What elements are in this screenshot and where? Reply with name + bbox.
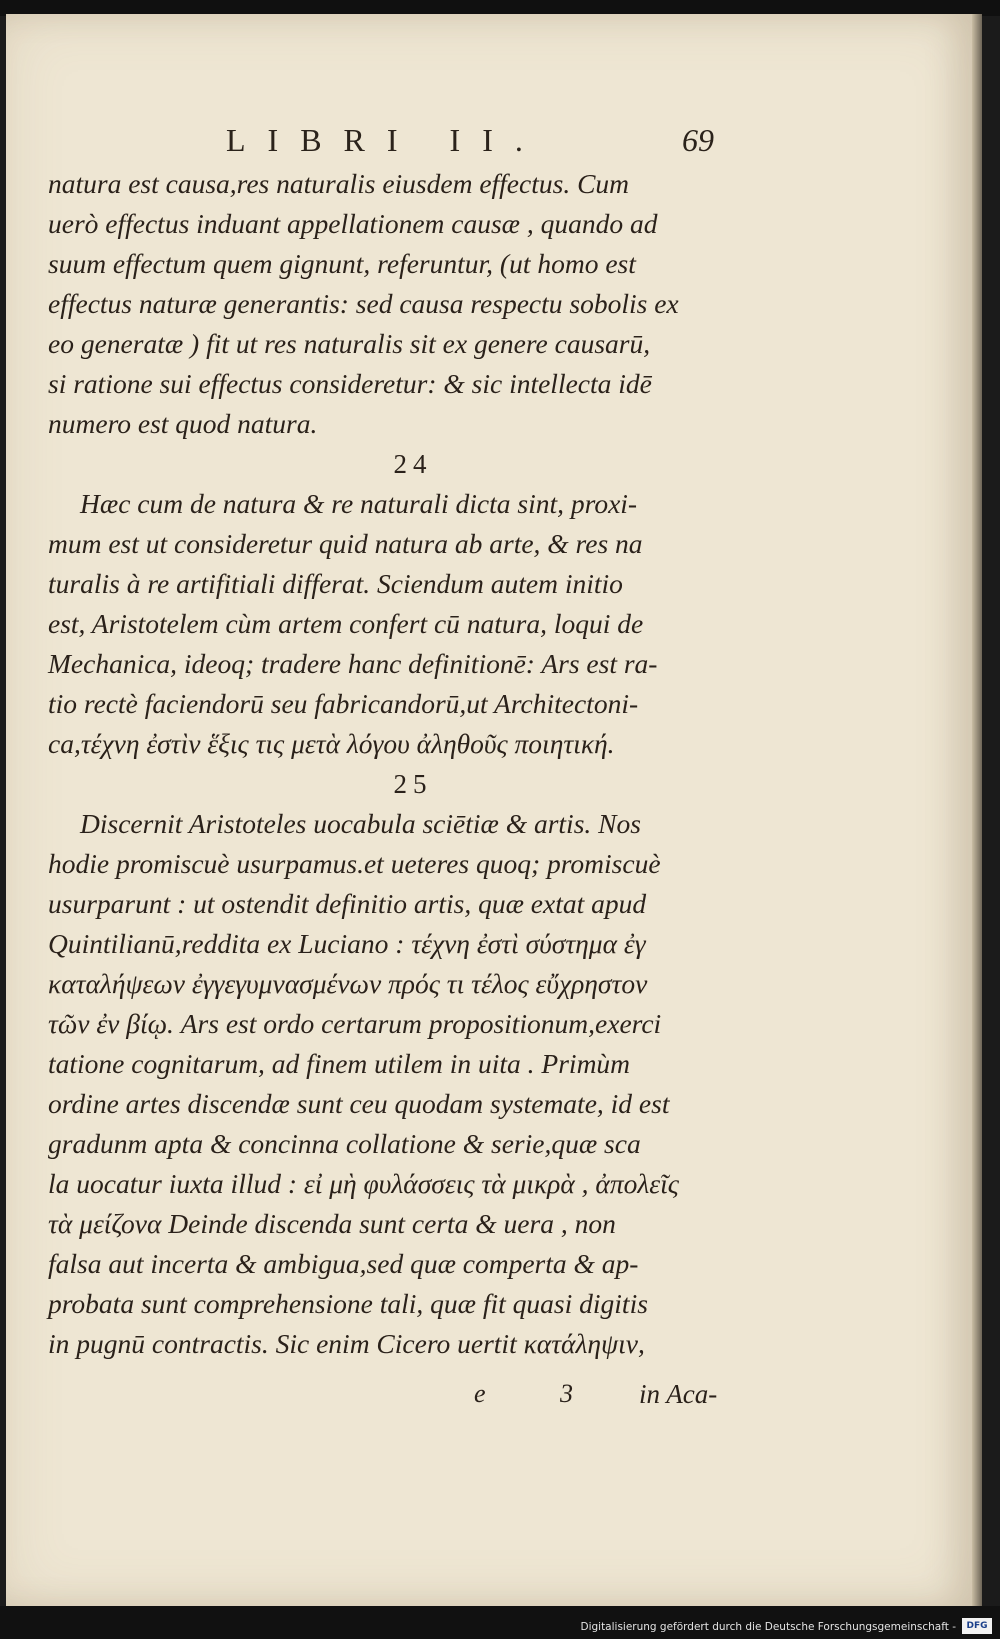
text-line: gradunm apta & concinna collatione & serie,quæ sca <box>48 1128 641 1159</box>
text-line: numero est quod natura. <box>48 408 318 439</box>
text-line: hodie promiscuè usurpamus.et ueteres quoq; promiscuè <box>48 848 661 879</box>
book-page <box>6 14 972 1606</box>
catchword: in Aca- <box>639 1379 718 1409</box>
text-line: in pugnū contractis. Sic enim Cicero uertit κατάληψιν, <box>48 1328 645 1359</box>
digitization-credit: Digitalisierung gefördert durch die Deutsche Forschungsgemeinschaft - <box>580 1621 956 1633</box>
text-line: tio rectè faciendorū seu fabricandorū,ut Architectoni- <box>48 688 639 719</box>
text-line: eo generatæ ) fit ut res naturalis sit ex genere causarū, <box>48 328 651 359</box>
page-number: 69 <box>682 122 714 158</box>
text-line: probata sunt comprehensione tali, quæ fit quasi digitis <box>48 1288 648 1319</box>
text-line: natura est causa,res naturalis eiusdem effectus. Cum <box>48 168 630 199</box>
text-line: Mechanica, ideoq; tradere hanc definitionē: Ars est ra- <box>48 648 658 679</box>
text-line: falsa aut incerta & ambigua,sed quæ comperta & ap- <box>48 1248 639 1279</box>
text-line: si ratione sui effectus consideretur: & sic intellecta idē <box>48 368 652 399</box>
text-line: tatione cognitarum, ad finem utilem in uita . Primùm <box>48 1048 631 1079</box>
text-line: usurparunt : ut ostendit definitio artis, quæ extat apud <box>48 888 647 919</box>
signature-line <box>6 1379 746 1419</box>
text-line: καταλήψεων ἐγγεγυμνασμένων πρός τι τέλος εὔχρηστον <box>48 968 648 999</box>
signature-mark: e 3 <box>474 1379 608 1408</box>
text-line: ca,τέχνη ἐστὶν ἕξις τις μετὰ λόγου ἀληθοῦς ποιητική. <box>48 728 615 759</box>
text-line: effectus naturæ generantis: sed causa respectu sobolis ex <box>48 288 679 319</box>
section-number: 24 <box>393 449 433 479</box>
text-line: Hæc cum de natura & re naturali dicta sint, proxi- <box>80 488 638 519</box>
text-line: uerò effectus induant appellationem causæ , quando ad <box>48 208 658 239</box>
text-line: τῶν ἐν βίῳ. Ars est ordo certarum propositionum,exerci <box>48 1008 662 1039</box>
section-number: 25 <box>393 769 433 799</box>
text-line: Quintilianū,reddita ex Luciano : τέχνη ἐστὶ σύστημα ἐγ <box>48 928 646 959</box>
text-line: τὰ μείζονα Deinde discenda sunt certa & uera , non <box>48 1208 616 1239</box>
page-edge <box>972 14 982 1606</box>
running-title: LIBRI II. <box>226 122 545 158</box>
text-line: ordine artes discendæ sunt ceu quodam systemate, id est <box>48 1088 670 1119</box>
dfg-logo: DFG <box>962 1618 992 1634</box>
text-block <box>48 164 738 1364</box>
text-line: est, Aristotelem cùm artem confert cū natura, loqui de <box>48 608 644 639</box>
text-line: suum effectum quem gignunt, referuntur, (ut homo est <box>48 248 636 279</box>
text-line: turalis à re artifitiali differat. Sciendum autem initio <box>48 568 623 599</box>
text-line: Discernit Aristoteles uocabula sciētiæ & artis. Nos <box>80 808 641 839</box>
text-line: mum est ut consideretur quid natura ab arte, & res na <box>48 528 643 559</box>
running-head <box>6 122 972 162</box>
text-line: la uocatur iuxta illud : εἰ μὴ φυλάσσεις τὰ μικρὰ , ἀπολεῖς <box>48 1168 679 1199</box>
